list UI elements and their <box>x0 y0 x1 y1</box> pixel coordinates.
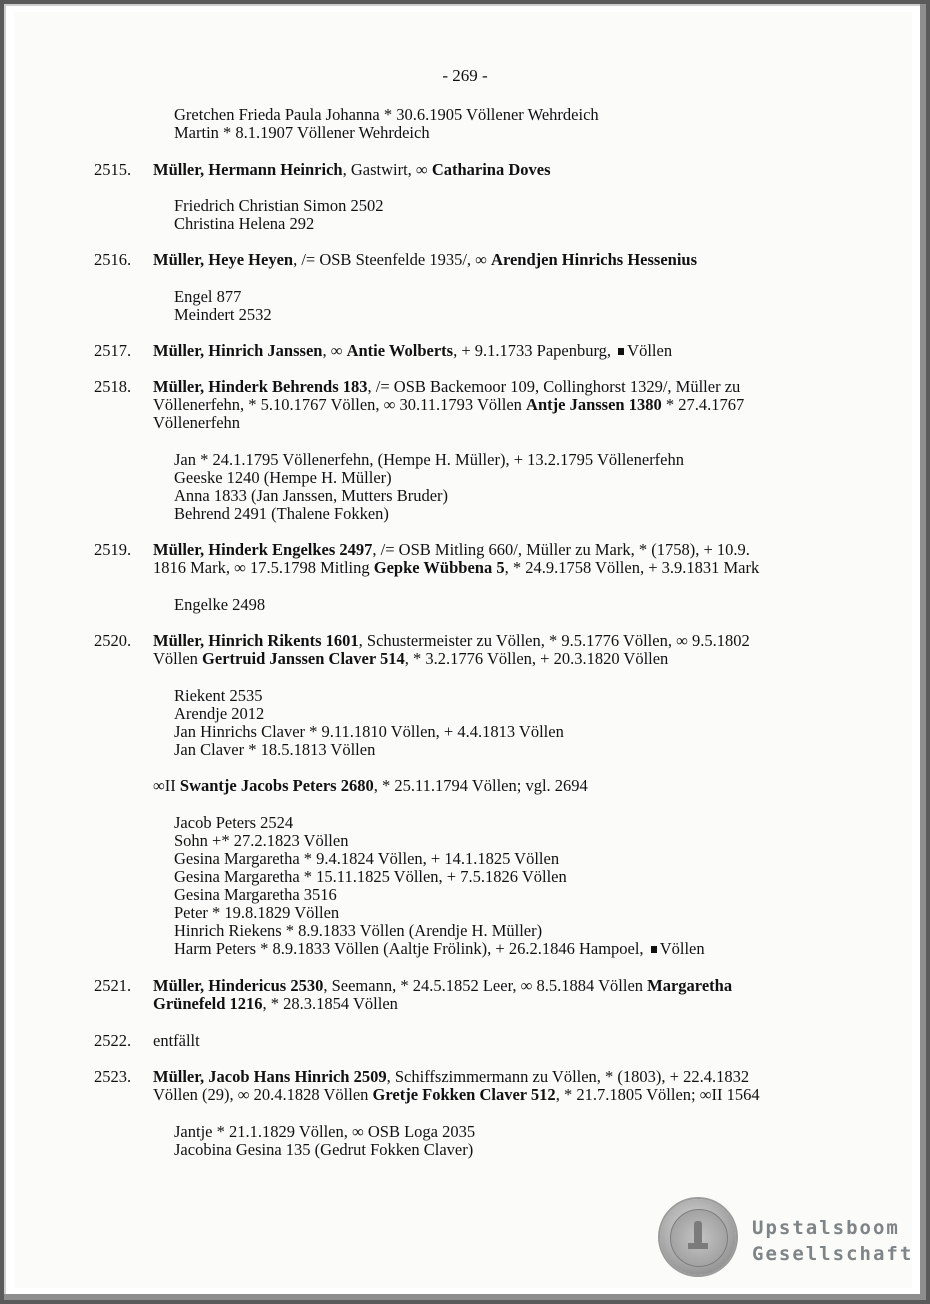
child-line: Sohn +* 27.2.1823 Völlen <box>174 831 349 850</box>
spouse-name: Antie Wolberts <box>346 341 454 360</box>
burial-square-icon <box>651 946 657 953</box>
spouse-name: Swantje Jacobs Peters 2680 <box>179 776 374 795</box>
child-line: Jantje * 21.1.1829 Völlen, ∞ OSB Loga 2035 <box>174 1122 476 1141</box>
spouse-name: Catharina Doves <box>431 160 551 179</box>
second-marriage-line: ∞II Swantje Jacobs Peters 2680, * 25.11.1794 Völlen; vgl. 2694 <box>153 776 588 795</box>
burial-square-icon <box>618 348 624 355</box>
person-name: Müller, Heye Heyen <box>153 250 294 269</box>
entry-2523-line2: Völlen (29), ∞ 20.4.1828 Völlen Gretje Fokken Claver 512, * 21.7.1805 Völlen; ∞II 1564 <box>153 1085 760 1104</box>
spouse-name: Arendjen Hinrichs Hessenius <box>491 250 698 269</box>
entry-2520-line2: Völlen Gertruid Janssen Claver 514, * 3.2.1776 Völlen, + 20.3.1820 Völlen <box>153 649 669 668</box>
child-line: Gesina Margaretha 3516 <box>174 885 337 904</box>
entry-number: 2515. <box>94 160 132 179</box>
entry-detail: , ∞ <box>322 341 347 360</box>
person-name: Müller, Hermann Heinrich <box>153 160 343 179</box>
entry-number: 2521. <box>94 976 132 995</box>
child-line: Jan Claver * 18.5.1813 Völlen <box>174 740 376 759</box>
child-line: Gesina Margaretha * 9.4.1824 Völlen, + 14.1.1825 Völlen <box>174 849 560 868</box>
child-line: Christina Helena 292 <box>174 214 315 233</box>
entry-2519 <box>153 541 750 559</box>
brand-line-1: Upstalsboom <box>752 1217 900 1239</box>
child-line: Behrend 2491 (Thalene Fokken) <box>174 504 389 523</box>
entry-2521-line2: Grünefeld 1216, * 28.3.1854 Völlen <box>153 994 398 1013</box>
person-name: Müller, Hinrich Janssen <box>153 341 323 360</box>
spouse-name: Margaretha <box>647 976 733 995</box>
entry-number: 2520. <box>94 631 132 650</box>
spouse-name: Gepke Wübbena 5 <box>373 558 505 577</box>
entry-detail: , /= OSB Steenfelde 1935/, ∞ <box>293 250 492 269</box>
entry-detail: , Schustermeister zu Völlen, * 9.5.1776 Völlen, ∞ 9.5.1802 <box>358 631 750 650</box>
spouse-name: Grünefeld 1216 <box>153 994 263 1013</box>
page-number: - 269 - <box>442 66 488 85</box>
person-name: Müller, Hinderk Behrends 183 <box>153 377 368 396</box>
seal-figure <box>694 1221 702 1243</box>
spouse-name: Antje Janssen 1380 <box>526 395 662 414</box>
spouse-name: Gertruid Janssen Claver 514 <box>202 649 405 668</box>
child-line: Anna 1833 (Jan Janssen, Mutters Bruder) <box>174 486 449 505</box>
brand-line-2: Gesellschaft <box>752 1243 914 1265</box>
child-line: Geeske 1240 (Hempe H. Müller) <box>174 468 392 487</box>
entry-2523 <box>153 1068 749 1086</box>
entry-detail: Völlen <box>627 341 673 360</box>
child-line: Friedrich Christian Simon 2502 <box>174 196 384 215</box>
child-line: Riekent 2535 <box>174 686 263 705</box>
entry-number: 2519. <box>94 540 132 559</box>
entry-2521 <box>153 977 732 995</box>
entry-detail: , /= OSB Mitling 660/, Müller zu Mark, * (1758), + 10.9. <box>372 540 750 559</box>
child-line: Jacobina Gesina 135 (Gedrut Fokken Claver) <box>174 1140 474 1159</box>
text-line: Martin * 8.1.1907 Völlener Wehrdeich <box>174 123 430 142</box>
person-name: Müller, Hindericus 2530 <box>153 976 324 995</box>
entry-number: 2518. <box>94 377 132 396</box>
entry-detail: , Seemann, * 24.5.1852 Leer, ∞ 8.5.1884 Völlen <box>323 976 648 995</box>
entry-detail: , Gastwirt, ∞ <box>342 160 432 179</box>
child-line: Gesina Margaretha * 15.11.1825 Völlen, + 7.5.1826 Völlen <box>174 867 567 886</box>
child-line: Meindert 2532 <box>174 305 272 324</box>
child-line: Peter * 19.8.1829 Völlen <box>174 903 340 922</box>
child-line: Hinrich Riekens * 8.9.1833 Völlen (Arendje H. Müller) <box>174 921 543 940</box>
entry-2516 <box>153 251 697 269</box>
entry-number: 2516. <box>94 250 132 269</box>
entry-number: 2517. <box>94 341 132 360</box>
person-name: Müller, Hinderk Engelkes 2497 <box>153 540 373 559</box>
child-line: Harm Peters * 8.9.1833 Völlen (Aaltje Frölink), + 26.2.1846 Hampoel, Völlen <box>174 939 705 958</box>
text-line: Gretchen Frieda Paula Johanna * 30.6.1905 Völlener Wehrdeich <box>174 105 599 124</box>
child-line: Engelke 2498 <box>174 595 266 614</box>
entry-2518 <box>153 378 740 396</box>
child-line: Jan Hinrichs Claver * 9.11.1810 Völlen, + 4.4.1813 Völlen <box>174 722 564 741</box>
child-line: Jacob Peters 2524 <box>174 813 294 832</box>
child-line: Arendje 2012 <box>174 704 265 723</box>
entry-2518-line3: Völlenerfehn <box>153 413 241 432</box>
entry-2515 <box>153 161 551 179</box>
entry-2522: entfällt <box>153 1031 200 1050</box>
entry-2518-line2: Völlenerfehn, * 5.10.1767 Völlen, ∞ 30.11.1793 Völlen Antje Janssen 1380 * 27.4.1767 <box>153 395 745 414</box>
entry-2519-line2: 1816 Mark, ∞ 17.5.1798 Mitling Gepke Wübbena 5, * 24.9.1758 Völlen, + 3.9.1831 Mark <box>153 558 760 577</box>
person-name: Müller, Hinrich Rikents 1601 <box>153 631 359 650</box>
entry-2517 <box>153 342 672 360</box>
entry-detail: , Schiffszimmermann zu Völlen, * (1803), + 22.4.1832 <box>386 1067 750 1086</box>
child-line: Engel 877 <box>174 287 242 306</box>
person-name: Müller, Jacob Hans Hinrich 2509 <box>153 1067 387 1086</box>
entry-number: 2522. <box>94 1031 132 1050</box>
entry-2520 <box>153 632 750 650</box>
entry-number: 2523. <box>94 1067 132 1086</box>
entry-detail: , /= OSB Backemoor 109, Collinghorst 1329/, Müller zu <box>367 377 741 396</box>
entry-detail: , + 9.1.1733 Papenburg, <box>453 341 616 360</box>
spouse-name: Gretje Fokken Claver 512 <box>372 1085 556 1104</box>
seal-icon <box>660 1199 736 1275</box>
child-line: Jan * 24.1.1795 Völlenerfehn, (Hempe H. Müller), + 13.2.1795 Völlenerfehn <box>174 450 685 469</box>
seal-base <box>688 1243 708 1249</box>
